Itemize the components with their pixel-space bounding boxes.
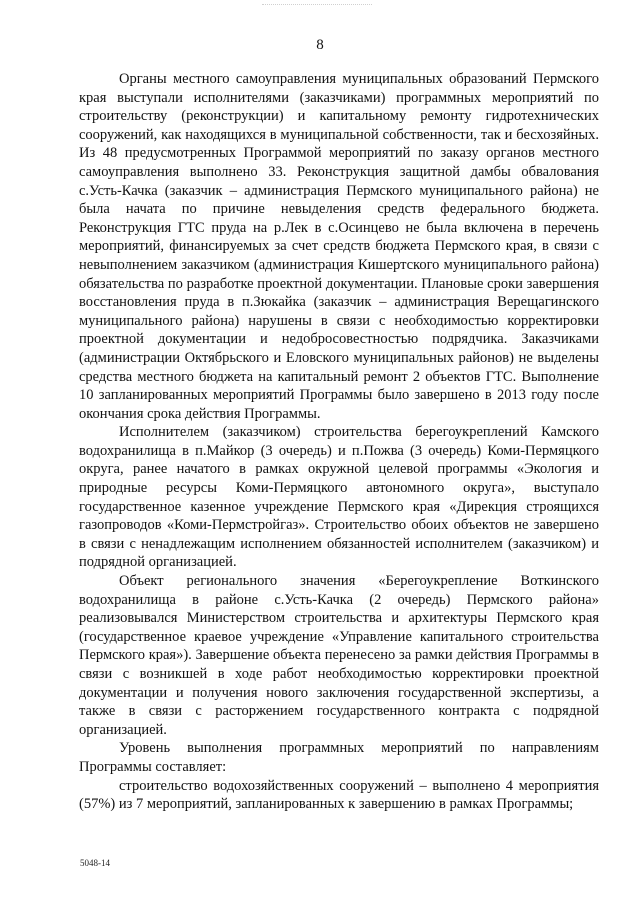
paragraph: Уровень выполнения программных мероприятий по направлениям Программы составляет:	[79, 740, 599, 775]
paragraph: Органы местного самоуправления муниципальных образований Пермского края выступали исполнителями (заказчиками) программных мероприятий по строительству (реконструкции) и капитальному ремонту гидротехнических сооружений, как находящихся в муниципальной собственности, так и бесхозяйных. Из 48 предусмотренных Программой мероприятий по заказу органов местного самоуправления выполнено 33. Реконструкция защитной дамбы обвалования с.Усть-Качка (заказчик – администрация Пермского муниципального района) не была начата по причине невыделения средств федерального бюджета. Реконструкция ГТС пруда на р.Лек в с.Осинцево не была включена в перечень мероприятий, финансируемых за счет средств бюджета Пермского края, в связи с невыполнением заказчиком (администрация Кишертского муниципального района) обязательства по разработке проектной документации. Плановые сроки завершения восстановления пруда в п.Зюкайка (заказчик – администрация Верещагинского муниципального района) нарушены в связи с необходимостью корректировки проектной документации и недобросовестностью подрядчика. Заказчиками (администрации Октябрьского и Еловского муниципальных районов) не выделены средства местного бюджета на капитальный ремонт 2 объектов ГТС. Выполнение 10 запланированных мероприятий Программы было завершено в 2013 году после окончания срока действия Программы.	[79, 71, 599, 422]
document-body	[79, 70, 599, 814]
paragraph: Объект регионального значения «Берегоукрепление Воткинского водохранилища в районе с.Усть-Качка (2 очередь) Пермского района» реализовывался Министерством строительства и архитектуры Пермского края (государственное краевое учреждение «Управление капитального строительства Пермского края»). Завершение объекта перенесено за рамки действия Программы в связи с возникшей в ходе работ необходимостью корректировки проектной документации и получения нового заключения государственной экспертизы, а также в связи с расторжением государственного контракта с подрядной организацией.	[79, 573, 599, 738]
document-code: 5048-14	[80, 858, 110, 868]
page-number: 8	[316, 37, 324, 53]
paragraph: Исполнителем (заказчиком) строительства берегоукреплений Камского водохранилища в п.Майкор (3 очередь) и п.Пожва (3 очередь) Коми-Пермяцкого округа, ранее начатого в рамках окружной целевой программы «Экология и природные ресурсы Коми-Пермяцкого автономного округа», выступало государственное казенное учреждение Пермского края «Дирекция строящихся газопроводов «Коми-Пермстройгаз». Строительство обоих объектов не завершено в связи с ненадлежащим исполнением обязанностей исполнителем (заказчиком) и подрядной организацией.	[79, 424, 599, 571]
paragraph: строительство водохозяйственных сооружений – выполнено 4 мероприятия (57%) из 7 мероприятий, запланированных к завершению в рамках Программы;	[79, 777, 599, 813]
top-scan-mark	[262, 4, 372, 11]
